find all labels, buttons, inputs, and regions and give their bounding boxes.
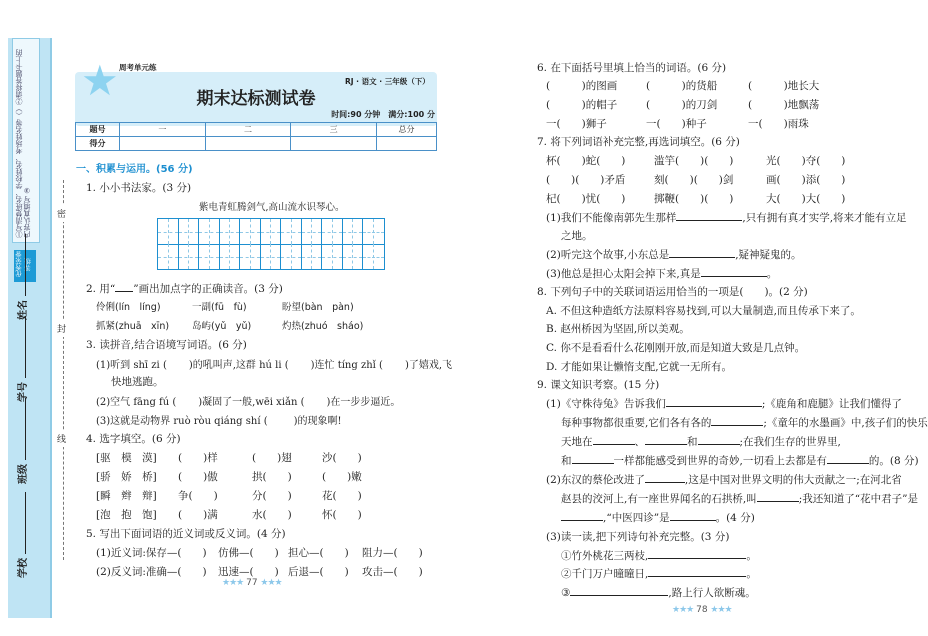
section-heading: 一、积累与运用。(56 分)	[76, 164, 193, 175]
name-field[interactable]: 姓名	[14, 234, 29, 320]
subject-meta: RJ · 语文 · 三年级（下）	[345, 77, 430, 86]
page-number-right: ★★★ 78 ★★★	[672, 605, 732, 615]
question-3-title: 3. 读拼音,结合语境写词语。(6 分)	[86, 339, 247, 351]
question-3-line[interactable]: (1)听到 shī zi ( )的吼叫声,这群 hú li ( )连忙 tíng zhǐ ( )了嬉戏,飞	[96, 360, 453, 371]
rank-tag: 优秀荣誉等级	[14, 250, 36, 282]
option-d[interactable]: D. 才能如果让懒惰支配,它就一无所有。	[546, 361, 733, 373]
antonym-item[interactable]: 后退—( )	[288, 566, 349, 578]
question-9-line[interactable]: 和 一样都能感受到世界的奇妙,一切看上去都是有 的。(8 分)	[561, 455, 919, 467]
fill-item[interactable]: ( )满	[178, 509, 218, 521]
question-9-line[interactable]: (1)《守株待兔》告诉我们 ;《鹿角和鹿腿》让我们懂得了	[546, 398, 902, 410]
fill-item[interactable]: ( )的刀剑	[646, 99, 718, 111]
fill-item[interactable]: 一( )狮子	[546, 118, 607, 130]
antonym-item[interactable]: (2)反义词:准确—( )	[96, 566, 207, 578]
question-7-sentence: 之地。	[561, 230, 593, 242]
question-5-title: 5. 写出下面词语的近义词或反义词。(4 分)	[86, 528, 286, 540]
idiom-item[interactable]: 滥竽( )( )	[654, 155, 734, 167]
question-2-title: 2. 用“ ”画出加点字的正确读音。(3 分)	[86, 283, 283, 295]
score-header: 二	[205, 123, 291, 137]
fill-item[interactable]: ( )地长大	[748, 80, 820, 92]
fill-item[interactable]: ( )嫩	[322, 471, 362, 483]
pinyin-choice[interactable]: 伶俐(lín líng)	[96, 302, 161, 313]
idiom-item[interactable]: 杞( )忧( )	[546, 193, 626, 205]
poem-line[interactable]: ③ ,路上行人欲断魂。	[561, 587, 756, 599]
question-1-title: 1. 小小书法家。(3 分)	[86, 182, 192, 194]
time-limit: 时间:90 分钟 满分:100 分	[331, 110, 435, 119]
seal-char: 线	[57, 430, 66, 447]
synonym-item[interactable]: 仿佛—( )	[218, 547, 279, 559]
writing-grid-row-2[interactable]	[157, 244, 385, 270]
idiom-item[interactable]: 画( )添( )	[766, 174, 846, 186]
question-9-line: (3)读一读,把下列诗句补充完整。(3 分)	[546, 531, 730, 543]
antonym-item[interactable]: 攻击—( )	[362, 566, 423, 578]
score-table	[75, 122, 437, 151]
char-group: [瞬 辫 辩]	[96, 490, 157, 502]
score-header: 总分	[377, 123, 437, 137]
exam-header	[75, 56, 437, 154]
idiom-item[interactable]: 刻( )( )剑	[654, 174, 734, 186]
fill-item[interactable]: ( )傲	[178, 471, 218, 483]
char-group: [骄 娇 桥]	[96, 471, 157, 483]
score-cell[interactable]	[120, 137, 206, 151]
question-4-title: 4. 选字填空。(6 分)	[86, 433, 181, 445]
synonym-item[interactable]: 担心—( )	[288, 547, 349, 559]
option-a[interactable]: A. 不但这种造纸方法原料容易找到,可以大量制造,而且传承下来了。	[546, 305, 861, 317]
synonym-item[interactable]: (1)近义词:保存—( )	[96, 547, 207, 559]
seal-char: 密	[57, 205, 66, 222]
seal-line	[63, 180, 64, 560]
question-6-title: 6. 在下面括号里填上恰当的词语。(6 分)	[537, 62, 727, 74]
score-cell[interactable]	[291, 137, 377, 151]
fill-item[interactable]: 花( )	[322, 490, 362, 502]
fill-item[interactable]: ( )地飘荡	[748, 99, 820, 111]
fill-item[interactable]: 水( )	[252, 509, 292, 521]
question-3-line[interactable]: (2)空气 fāng fú ( )凝固了一般,wēi xiǎn ( )在一步步逼近。	[96, 397, 401, 408]
antonym-item[interactable]: 迅速—( )	[218, 566, 279, 578]
poem-line[interactable]: ②千门万户曈曈日, 。	[561, 568, 757, 580]
synonym-item[interactable]: 阻力—( )	[362, 547, 423, 559]
question-3-line[interactable]: (3)这就是动物界 ruò ròu qiáng shí ( )的现象啊!	[96, 416, 342, 427]
fill-item[interactable]: 分( )	[252, 490, 292, 502]
question-8-title: 8. 下列句子中的关联词语运用恰当的一项是( )。(2 分)	[537, 286, 808, 298]
fill-item[interactable]: 沙( )	[322, 452, 362, 464]
question-7-sentence[interactable]: (1)我们不能像南郭先生那样 ,只有拥有真才实学,将来才能有立足	[546, 212, 907, 224]
question-7-title: 7. 将下列词语补充完整,再选词填空。(6 分)	[537, 136, 740, 148]
question-9-line[interactable]: 每种事物都很重要,它们各有各的 ;《童年的水墨画》中,孩子们的快乐	[561, 417, 928, 429]
fill-item[interactable]: 拱( )	[252, 471, 292, 483]
idiom-item[interactable]: 大( )大( )	[766, 193, 846, 205]
pinyin-choice[interactable]: 盼望(bàn pàn)	[282, 302, 354, 313]
score-header: 三	[291, 123, 377, 137]
option-c[interactable]: C. 你不是看看什么花刚刚开放,而是知道大致是几点钟。	[546, 342, 806, 354]
pinyin-choice[interactable]: 抓紧(zhuā xīn)	[96, 321, 170, 332]
question-9-title: 9. 课文知识考察。(15 分)	[537, 379, 660, 391]
fill-item[interactable]: ( )的货船	[646, 80, 718, 92]
writing-grid-row-1[interactable]	[157, 218, 385, 245]
fill-item[interactable]: 一( )种子	[646, 118, 707, 130]
question-7-sentence[interactable]: (3)他总是担心太阳会掉下来,真是 。	[546, 268, 778, 280]
fill-item[interactable]: ( )的帽子	[546, 99, 618, 111]
score-cell[interactable]	[205, 137, 291, 151]
idiom-item[interactable]: 杯( )蛇( )	[546, 155, 626, 167]
idiom-item[interactable]: ( )( )矛盾	[546, 174, 626, 186]
question-9-line[interactable]: 天地在 、 和 ;在我们生存的世界里,	[561, 436, 841, 448]
page-title: 期末达标测试卷	[196, 89, 316, 109]
fill-item[interactable]: 怀( )	[322, 509, 362, 521]
seal-char: 封	[57, 320, 66, 337]
school-field[interactable]: 学校	[14, 492, 29, 578]
score-cell[interactable]	[377, 137, 437, 151]
student-id-field[interactable]: 学号	[14, 316, 29, 402]
score-header: 题号	[76, 123, 120, 137]
question-3-line: 快地逃跑。	[111, 376, 164, 388]
class-field[interactable]: 班级	[14, 398, 29, 484]
fill-item[interactable]: 一( )雨珠	[748, 118, 809, 130]
poem-line[interactable]: ①竹外桃花三两枝, 。	[561, 550, 757, 562]
calligraphy-phrase: 紫电青虹腾剑气,高山流水识琴心。	[199, 202, 345, 213]
pinyin-choice[interactable]: 一副(fū fù)	[192, 302, 247, 313]
series-name: 周考单元练	[119, 63, 157, 72]
fill-item[interactable]: ( )样	[178, 452, 218, 464]
pinyin-choice[interactable]: 灼热(zhuó sháo)	[282, 321, 364, 332]
fill-item[interactable]: 争( )	[178, 490, 218, 502]
score-header: 一	[120, 123, 206, 137]
star-icon: ★	[81, 56, 119, 105]
idiom-item[interactable]: 掷鞭( )( )	[654, 193, 734, 205]
question-9-line[interactable]: 赵县的洨河上,有一座世界闻名的石拱桥,叫 ;我还知道了“花中君子”是	[561, 493, 918, 505]
fill-item[interactable]: ( )的图画	[546, 80, 618, 92]
exam-instructions: ①写清楚班名、学校姓名、考场姓名等（）②请将答题卡上的内容认真填写 ③	[12, 38, 40, 243]
question-9-line[interactable]: ,“中医四诊”是 。(4 分)	[561, 510, 755, 525]
score-label: 得分	[76, 137, 120, 151]
pinyin-choice[interactable]: 岛屿(yǔ yǔ)	[192, 321, 252, 332]
option-b[interactable]: B. 赵州桥因为坚固,所以美观。	[546, 323, 690, 335]
question-7-sentence[interactable]: (2)听完这个故事,小东总是 ,疑神疑鬼的。	[546, 249, 802, 261]
fill-item[interactable]: ( )翅	[252, 452, 292, 464]
question-9-line[interactable]: (2)东汉的蔡伦改进了 ,这是中国对世界文明的伟大贡献之一;在河北省	[546, 474, 902, 486]
char-group: [驱 模 漠]	[96, 452, 157, 464]
char-group: [泡 抱 饱]	[96, 509, 157, 521]
idiom-item[interactable]: 光( )夺( )	[766, 155, 846, 167]
page-number-left: ★★★ 77 ★★★	[222, 578, 282, 588]
